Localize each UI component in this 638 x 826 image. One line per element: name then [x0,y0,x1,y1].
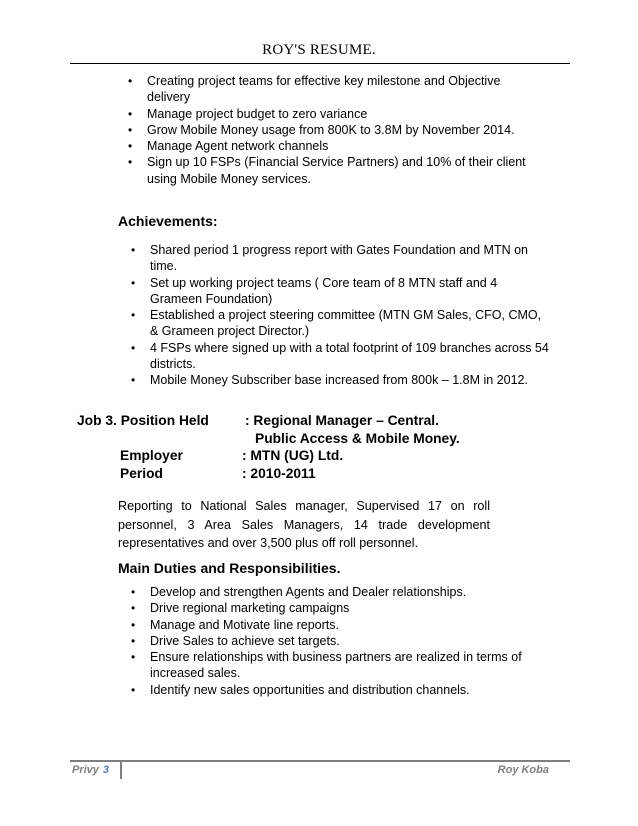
list-item: • Drive regional marketing campaigns [131,600,546,616]
period-label: Period [120,466,163,481]
period-value: : 2010-2011 [242,466,316,481]
duties-list [131,584,546,698]
list-item: • Develop and strengthen Agents and Dealer relationships. [131,584,546,600]
page-title: ROY'S RESUME. [262,42,376,58]
footer-divider [70,760,570,762]
page-number: 3 [102,764,110,776]
list-item: • Sign up 10 FSPs (Financial Service Partners) and 10% of their client using Mobile Money services. [128,154,533,187]
achievements-heading: Achievements: [118,213,218,229]
job-summary-paragraph [118,497,490,553]
footer-author: Roy Koba [497,764,549,776]
list-item: • Mobile Money Subscriber base increased from 800k – 1.8M in 2012. [131,372,551,388]
list-item: • Established a project steering committee (MTN GM Sales, CFO, CMO, & Grameen project Director.) [131,307,551,340]
list-item: • 4 FSPs where signed up with a total footprint of 109 branches across 54 districts. [131,340,551,373]
job-position-value: : Regional Manager – Central. [245,413,439,428]
job-position-value-cont: Public Access & Mobile Money. [255,431,460,446]
list-item: • Drive Sales to achieve set targets. [131,633,546,649]
footer-left [72,764,109,776]
list-item: • Manage Agent network channels [128,138,533,154]
summary-line: Reporting to National Sales manager, Supervised 17 on roll [118,499,490,513]
list-item: • Identify new sales opportunities and distribution channels. [131,682,546,698]
top-bullet-list [128,73,533,187]
footer-label: Privy [72,764,99,776]
list-item: • Shared period 1 progress report with Gates Foundation and MTN on time. [131,242,551,275]
list-item: • Manage and Motivate line reports. [131,617,546,633]
job-position-label: Job 3. Position Held [77,413,209,428]
list-item: • Set up working project teams ( Core team of 8 MTN staff and 4 Grameen Foundation) [131,275,551,308]
list-item: • Manage project budget to zero variance [128,106,533,122]
list-item: • Ensure relationships with business partners are realized in terms of increased sales. [131,649,546,682]
list-item: • Grow Mobile Money usage from 800K to 3.8M by November 2014. [128,122,533,138]
list-item: • Creating project teams for effective key milestone and Objective delivery [128,73,533,106]
summary-line: representatives and over 3,500 plus off roll personnel. [118,536,419,550]
employer-label: Employer [120,448,183,463]
header-divider [70,63,570,64]
duties-heading: Main Duties and Responsibilities. [118,560,341,576]
summary-line: personnel, 3 Area Sales Managers, 14 trade development [118,517,490,532]
employer-value: : MTN (UG) Ltd. [242,448,344,463]
footer-separator [120,762,122,779]
achievements-list [131,242,551,389]
